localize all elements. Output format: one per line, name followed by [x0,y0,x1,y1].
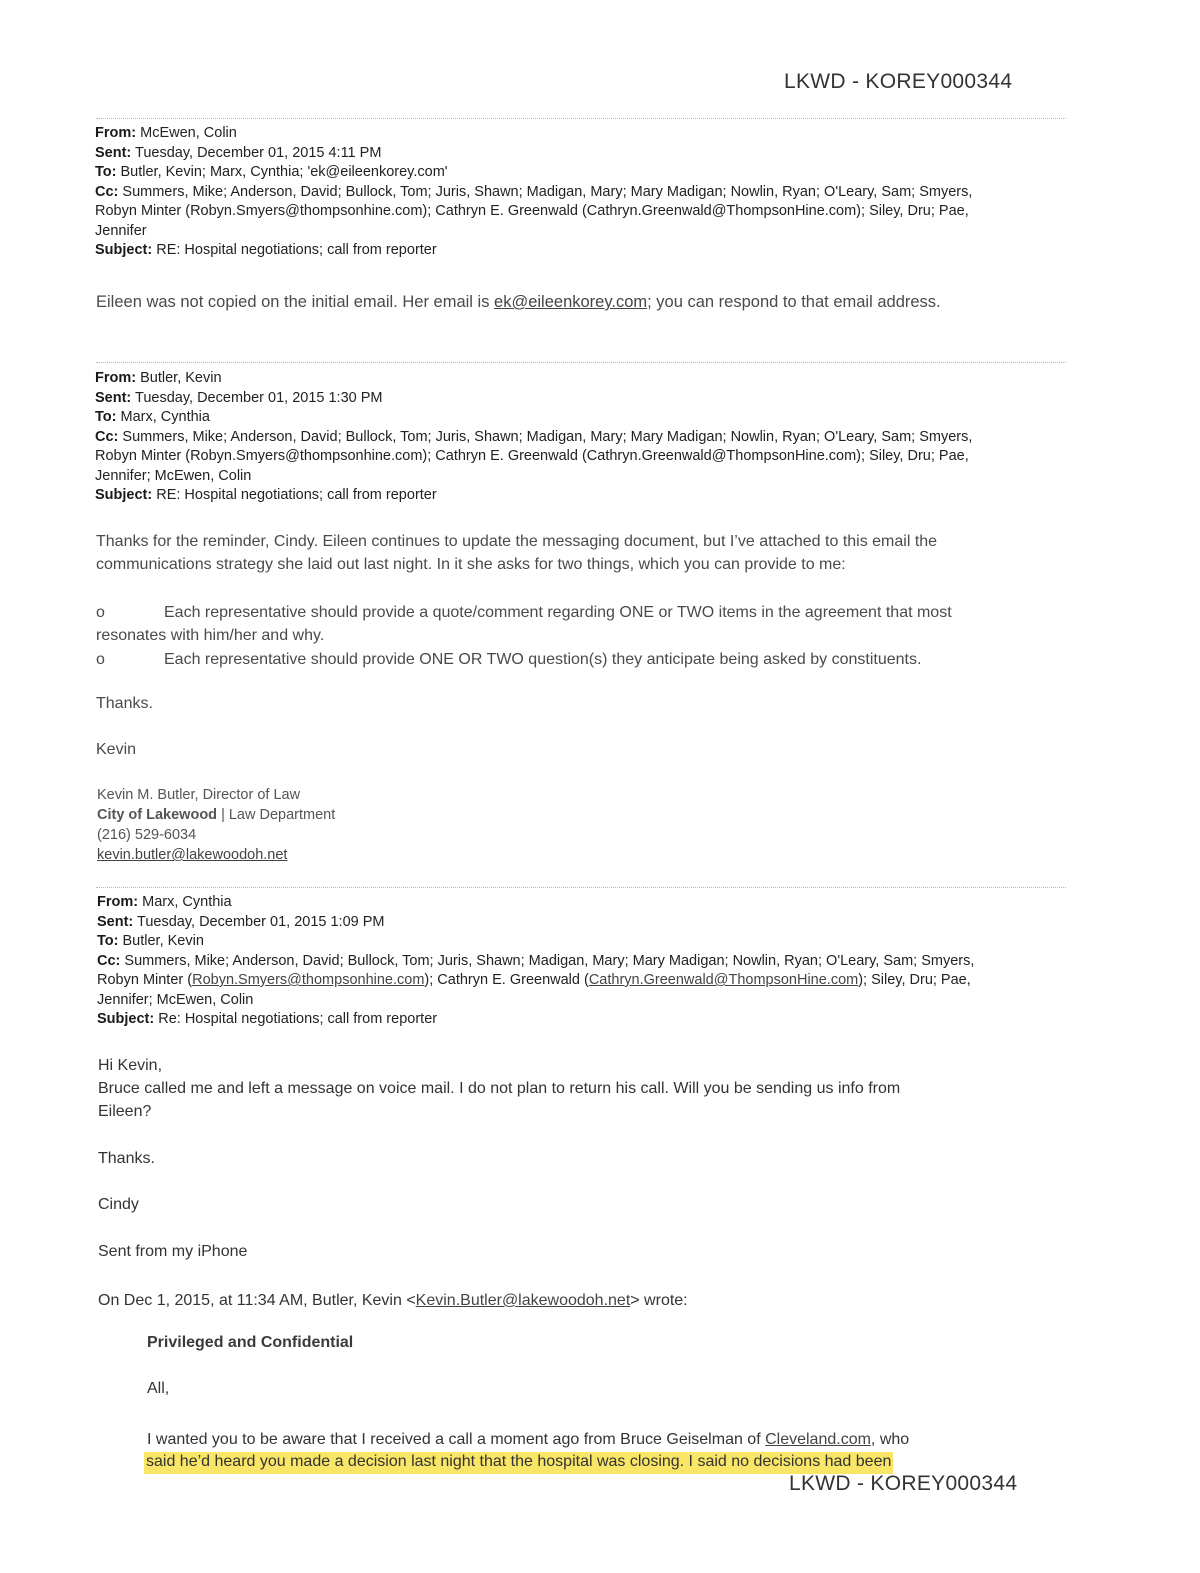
email-header [95,124,1080,261]
cc-line: Cc: Summers, Mike; Anderson, David; Bullock, Tom; Juris, Shawn; Madigan, Mary; Mary Madigan; Nowlin, Ryan; O'Leary, Sam; Smyers, [95,183,973,200]
cc-line: Cc: Summers, Mike; Anderson, David; Bullock, Tom; Juris, Shawn; Madigan, Mary; Mary Madigan; Nowlin, Ryan; O'Leary, Sam; Smyers, [97,952,975,969]
bullet-mark: o [96,604,105,621]
sent-line: Sent: Tuesday, December 01, 2015 1:30 PM [95,389,383,406]
sig-email-link[interactable]: kevin.butler@lakewoodoh.net [97,847,288,863]
closing: Thanks. [98,1150,155,1167]
email-body: Thanks for the reminder, Cindy. Eileen continues to update the messaging document, but I’ve attached to this email the communications strategy she laid out last night. In it she asks for two things, which you can provide to me: [96,533,938,573]
sig-phone: (216) 529-6034 [97,827,197,843]
bullet-item: o Each representative should provide a quote/comment regarding ONE or TWO items in the agreement that most resonates with him/her and why. [96,601,1081,647]
sender-name: Kevin [96,741,137,758]
highlighted-text: said he’d heard you made a decision last night that the hospital was closing. I said no decisions had been [144,1450,1044,1473]
cc-line-2: Robyn Minter (Robyn.Smyers@thompsonhine.com); Cathryn E. Greenwald (Cathryn.Greenwald@ThompsonHine.com); Siley, Dru; Pae, [95,448,969,464]
from-line: From: McEwen, Colin [95,125,237,141]
subject-line: Subject: Re: Hospital negotiations; call from reporter [97,1011,438,1027]
subject-line: Subject: RE: Hospital negotiations; call from reporter [95,487,437,503]
email-header [97,893,1082,1030]
to-line: To: Butler, Kevin; Marx, Cynthia; 'ek@eileenkorey.com' [95,164,448,180]
email-link[interactable]: Kevin.Butler@lakewoodoh.net [415,1292,631,1309]
cc-line-3: Jennifer [95,222,147,239]
separator [96,118,1066,119]
wrote-line: On Dec 1, 2015, at 11:34 AM, Butler, Kevin <Kevin.Butler@lakewoodoh.net> wrote: [98,1292,688,1309]
sent-line: Sent: Tuesday, December 01, 2015 4:11 PM [95,144,382,161]
cc-line-2: Robyn Minter (Robyn.Smyers@thompsonhine.com); Cathryn E. Greenwald (Cathryn.Greenwald@ThompsonHine.com); Siley, Dru; Pae, [95,203,969,219]
quoted-body-line: I wanted you to be aware that I received a call a moment ago from Bruce Geiselman of Cleveland.com, who [147,1431,910,1448]
email-body: Eileen was not copied on the initial email. Her email is ek@eileenkorey.com; you can respond to that email address. [96,293,941,311]
closing: Thanks. [96,695,153,712]
sig-org-line: City of Lakewood | Law Department [97,807,336,823]
cc-line-3: Jennifer; McEwen, Colin [95,467,252,484]
bates-number-bottom: LKWD - KOREY000344 [789,1472,1018,1495]
bullet-item: o Each representative should provide ONE OR TWO question(s) they anticipate being asked by constituents. [96,648,1081,671]
from-line: From: Marx, Cynthia [97,894,232,910]
privileged-heading: Privileged and Confidential [147,1334,354,1351]
email-body: Hi Kevin, Bruce called me and left a message on voice mail. I do not plan to return his call. Will you be sending us info from Eileen? [98,1054,1083,1123]
email-header [95,369,1080,506]
separator [96,887,1066,888]
sender-name: Cindy [98,1196,139,1213]
from-line: From: Butler, Kevin [95,370,222,386]
to-line: To: Butler, Kevin [97,933,204,949]
cc-line-2: Robyn Minter (Robyn.Smyers@thompsonhine.com); Cathryn E. Greenwald (Cathryn.Greenwald@ThompsonHine.com); Siley, Dru; Pae, [97,972,971,988]
sent-line: Sent: Tuesday, December 01, 2015 1:09 PM [97,913,385,930]
signature [97,785,335,865]
bates-number-top: LKWD - KOREY000344 [784,70,1013,93]
sig-name: Kevin M. Butler, Director of Law [97,787,301,803]
email-link[interactable]: Robyn.Smyers@thompsonhine.com [192,972,425,988]
cc-line: Cc: Summers, Mike; Anderson, David; Bullock, Tom; Juris, Shawn; Madigan, Mary; Mary Madigan; Nowlin, Ryan; O'Leary, Sam; Smyers, [95,428,973,445]
subject-line: Subject: RE: Hospital negotiations; call from reporter [95,242,437,258]
email-link[interactable]: Cathryn.Greenwald@ThompsonHine.com [588,972,859,988]
cc-line-3: Jennifer; McEwen, Colin [97,991,254,1008]
quoted-greeting: All, [147,1380,170,1397]
website-link[interactable]: Cleveland.com [765,1431,871,1448]
sent-from-note: Sent from my iPhone [98,1243,248,1260]
bullet-mark: o [96,651,105,668]
to-line: To: Marx, Cynthia [95,409,210,425]
email-link[interactable]: ek@eileenkorey.com [494,293,648,311]
greeting: Hi Kevin, [98,1057,163,1074]
separator [96,362,1066,363]
